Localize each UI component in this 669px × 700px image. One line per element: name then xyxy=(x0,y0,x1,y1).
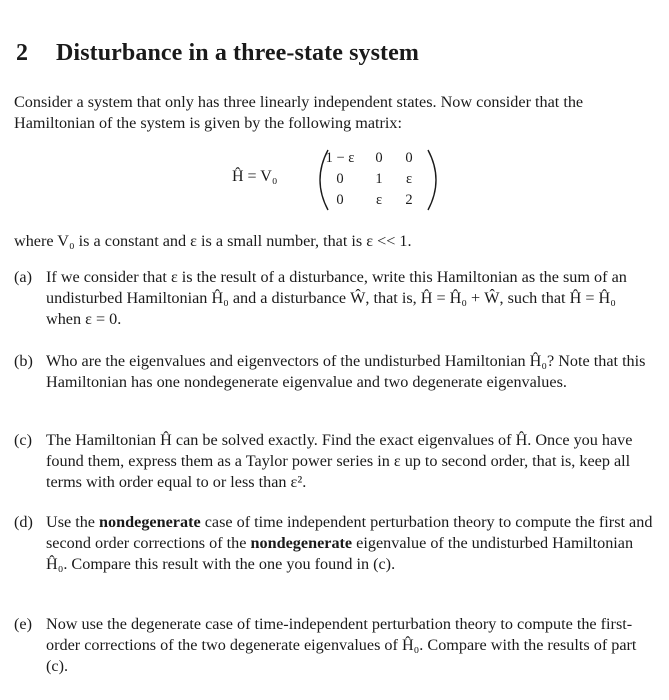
intro-paragraph: Consider a system that only has three linearly independent states. Now consider that the Hamiltonian of the system is given by the following matrix: xyxy=(14,93,584,132)
question-text-part: eigenvalue of the undisturbed Hamiltonian Ĥ₀. Compare this result with the one you found in (c). xyxy=(46,534,634,573)
matrix-cell: 0 xyxy=(375,150,383,166)
question-text: Who are the eigenvalues and eigenvectors of the undisturbed Hamiltonian Ĥ₀? Note that this Hamiltonian has one nondegenerate eigenvalue and two degenerate eigenvalues. xyxy=(46,352,646,391)
question-text: The Hamiltonian Ĥ can be solved exactly. Find the exact eigenvalues of Ĥ. Once you have found them, express them as a Taylor power series in ε up to second order, that is, keep all terms with order equal to or less than ε². xyxy=(46,431,633,491)
matrix-cell: ε xyxy=(405,171,413,187)
question-label: (a) xyxy=(14,268,32,286)
matrix-cell: 0 xyxy=(336,171,344,187)
question-label: (d) xyxy=(14,513,33,531)
question-text: If we consider that ε is the result of a disturbance, write this Hamiltonian as the sum of an undisturbed Hamiltonian Ĥ₀ and a disturbance Ŵ, that is, Ĥ = Ĥ₀ + Ŵ, such that Ĥ = Ĥ₀ when ε = 0. xyxy=(46,268,627,328)
section-number: 2 xyxy=(16,40,29,66)
question-text-part: case of time independent perturbation theory to compute the first and second order corrections of the xyxy=(46,513,653,552)
equation-lhs: Ĥ = V₀ xyxy=(232,168,278,185)
matrix-cell: 0 xyxy=(336,192,344,208)
matrix-cell: 1 − ε xyxy=(325,150,355,166)
question-c xyxy=(14,430,654,493)
question-label: (b) xyxy=(14,352,33,370)
matrix-cell: 1 xyxy=(375,171,383,187)
where-paragraph: where V₀ is a constant and ε is a small number, that is ε << 1. xyxy=(14,232,412,250)
question-a xyxy=(14,267,654,330)
question-e xyxy=(14,614,654,677)
hamiltonian-equation xyxy=(232,147,462,211)
right-paren xyxy=(428,150,436,210)
section-title: Disturbance in a three-state system xyxy=(56,40,419,66)
question-b xyxy=(14,351,654,393)
matrix-cell: 0 xyxy=(405,150,413,166)
question-text-part: Use the xyxy=(46,513,100,531)
matrix-cell: ε xyxy=(375,192,383,208)
question-d xyxy=(14,512,654,575)
matrix-cell: 2 xyxy=(405,192,413,208)
question-text xyxy=(46,512,654,575)
emphasis-nondegenerate: nondegenerate xyxy=(99,513,201,531)
section-heading xyxy=(16,40,419,67)
hamiltonian-matrix xyxy=(318,148,428,210)
question-label: (e) xyxy=(14,615,32,633)
question-label: (c) xyxy=(14,431,32,449)
emphasis-nondegenerate: nondegenerate xyxy=(250,534,353,552)
question-text: Now use the degenerate case of time-independent perturbation theory to compute the first-order corrections of the two degenerate eigenvalues of Ĥ₀. Compare with the results of part (c). xyxy=(46,615,637,675)
